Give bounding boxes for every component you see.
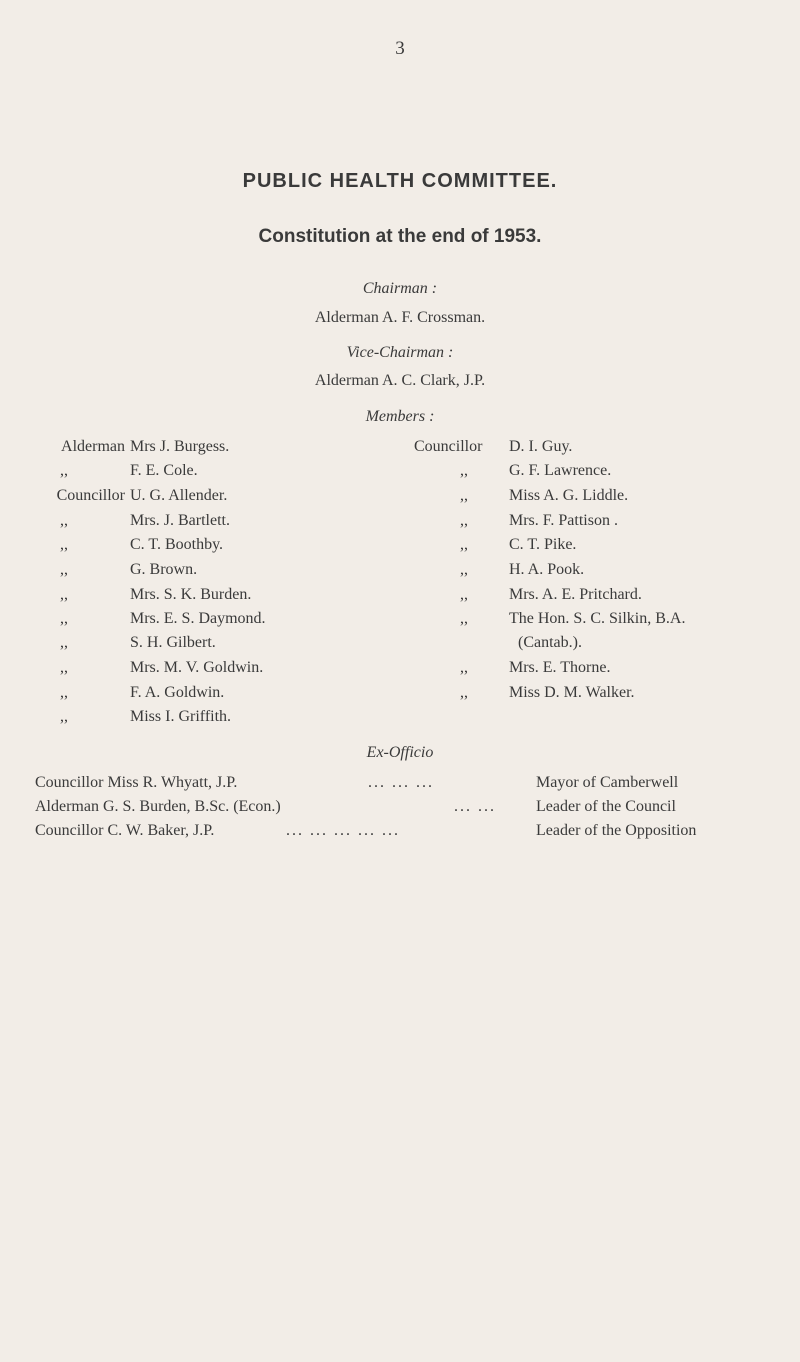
ditto-mark: ,, — [460, 561, 468, 578]
ditto-mark: ,, — [60, 610, 68, 627]
page-subtitle: Constitution at the end of 1953. — [258, 226, 542, 247]
member-name: G. F. Lawrence. — [509, 462, 612, 479]
ditto-mark: ,, — [60, 708, 68, 725]
ex-officio-name: Councillor C. W. Baker, J.P. — [35, 822, 215, 839]
member-name: Miss I. Griffith. — [130, 708, 232, 725]
member-name: Mrs. S. K. Burden. — [130, 586, 252, 603]
member-name: The Hon. S. C. Silkin, B.A. — [509, 610, 686, 627]
ditto-mark: ,, — [460, 610, 468, 627]
ditto-mark: ,, — [460, 487, 468, 504]
ditto-mark: ,, — [60, 634, 68, 651]
member-name: Mrs. E. S. Daymond. — [130, 610, 266, 627]
member-name: H. A. Pook. — [509, 561, 585, 578]
ditto-mark: ,, — [460, 462, 468, 479]
member-name: Mrs. F. Pattison . — [509, 512, 618, 529]
chairman-heading: Chairman : — [362, 280, 438, 297]
member-prefix: Councillor — [56, 487, 125, 504]
member-name: F. A. Goldwin. — [130, 684, 225, 701]
vice-chairman-heading: Vice-Chairman : — [346, 344, 454, 361]
ditto-mark: ,, — [460, 536, 468, 553]
ex-officio-role: Leader of the Opposition — [536, 822, 697, 839]
member-name: Miss D. M. Walker. — [509, 684, 635, 701]
leader-dots: ... ... ... — [368, 774, 434, 791]
member-name: F. E. Cole. — [130, 462, 198, 479]
ditto-mark: ,, — [60, 586, 68, 603]
ex-officio-role: Leader of the Council — [536, 798, 676, 815]
member-name: D. I. Guy. — [509, 438, 573, 455]
member-name: Mrs. A. E. Pritchard. — [509, 586, 642, 603]
chairman-name: Alderman A. F. Crossman. — [314, 309, 486, 326]
ex-officio-heading: Ex-Officio — [366, 744, 434, 761]
member-name: Mrs J. Burgess. — [130, 438, 230, 455]
ditto-mark: ,, — [460, 659, 468, 676]
ex-officio-role: Mayor of Camberwell — [536, 774, 679, 791]
member-name-continued: (Cantab.). — [518, 634, 582, 651]
member-prefix: Councillor — [414, 438, 483, 455]
ditto-mark: ,, — [60, 561, 68, 578]
ditto-mark: ,, — [460, 512, 468, 529]
member-name: Mrs. E. Thorne. — [509, 659, 611, 676]
ditto-mark: ,, — [460, 684, 468, 701]
member-name: Miss A. G. Liddle. — [509, 487, 629, 504]
member-name: C. T. Boothby. — [130, 536, 224, 553]
ex-officio-name: Alderman G. S. Burden, B.Sc. (Econ.) — [35, 798, 281, 815]
members-heading: Members : — [365, 408, 435, 425]
member-name: Mrs. J. Bartlett. — [130, 512, 230, 529]
page-title: PUBLIC HEALTH COMMITTEE. — [242, 170, 558, 192]
ex-officio-name: Councillor Miss R. Whyatt, J.P. — [35, 774, 238, 791]
leader-dots: ... ... ... ... ... — [286, 822, 400, 839]
member-prefix: Alderman — [61, 438, 125, 455]
ditto-mark: ,, — [60, 536, 68, 553]
member-name: C. T. Pike. — [509, 536, 577, 553]
ditto-mark: ,, — [60, 512, 68, 529]
member-name: Mrs. M. V. Goldwin. — [130, 659, 264, 676]
page-number: 3 — [395, 38, 405, 59]
ditto-mark: ,, — [60, 684, 68, 701]
member-name: G. Brown. — [130, 561, 198, 578]
vice-chairman-name: Alderman A. C. Clark, J.P. — [314, 372, 486, 389]
ditto-mark: ,, — [60, 659, 68, 676]
member-name: S. H. Gilbert. — [130, 634, 216, 651]
ditto-mark: ,, — [60, 462, 68, 479]
leader-dots: ... ... — [454, 798, 496, 815]
ditto-mark: ,, — [460, 586, 468, 603]
member-name: U. G. Allender. — [130, 487, 228, 504]
